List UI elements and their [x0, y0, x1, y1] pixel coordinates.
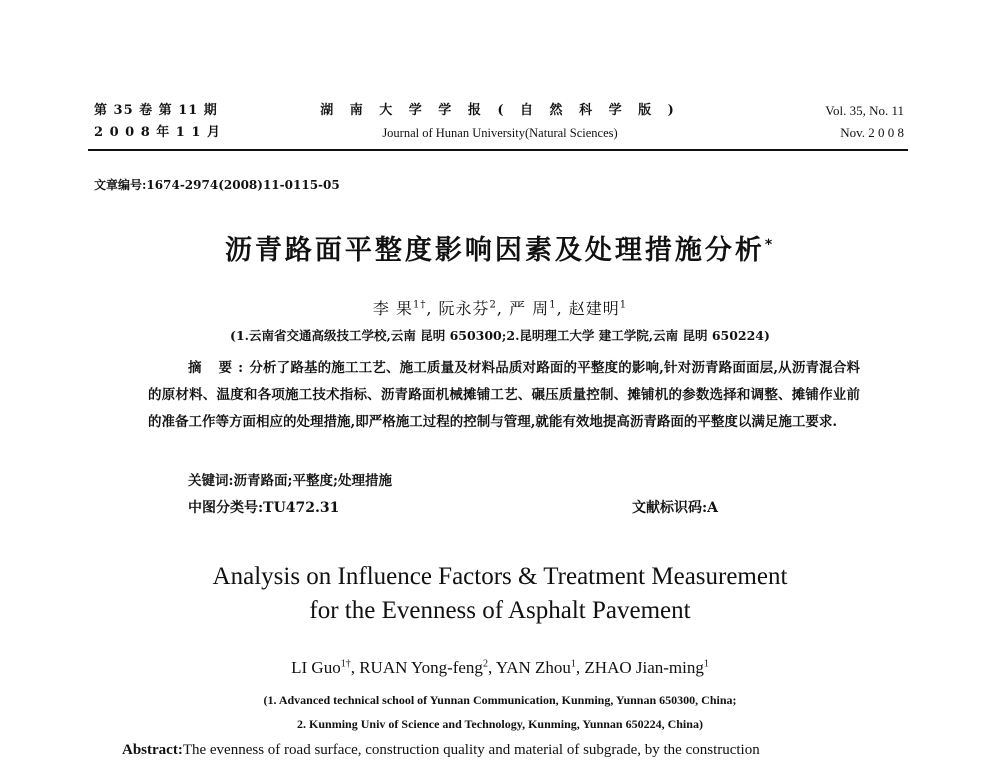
paper-title-en	[0, 560, 1000, 628]
author-en: LI Guo$^{1\dagger}$,	[291, 658, 355, 677]
abstract-en-label: Abstract:	[122, 742, 183, 758]
keywords-cn	[188, 469, 392, 489]
footnote-mark: *	[764, 237, 776, 253]
doc-code-value: A	[707, 500, 719, 516]
paper-title-cn-text: 沥青路面平整度影响因素及处理措施分析	[224, 235, 765, 266]
paper-title-en-line1: Analysis on Influence Factors & Treatment Measurement	[212, 563, 788, 590]
journal-name-en: Journal of Hunan University(Natural Sciences)	[382, 126, 618, 140]
affiliation-cn: (1.云南省交通高级技工学校,云南 昆明 650300;2.昆明理工大学 建工学院,云南 昆明 650224)	[230, 328, 770, 343]
paper-title-en-line2: for the Evenness of Asphalt Pavement	[309, 597, 691, 624]
author-en: ZHAO Jian-ming$^1$	[584, 658, 709, 677]
keywords-text: 沥青路面;平整度;处理措施	[233, 473, 392, 489]
journal-issue-en	[825, 100, 904, 144]
abstract-cn-label: 摘 要:	[188, 360, 250, 376]
paper-title-cn	[0, 228, 1000, 267]
clc-number	[188, 497, 339, 517]
date-en: Nov. 2 0 0 8	[840, 125, 904, 140]
author-cn: 赵建明$^1$	[568, 299, 628, 318]
affiliation-en-line2: 2. Kunming Univ of Science and Technology, Kunming, Yunnan 650224, China)	[297, 717, 703, 731]
document-code	[632, 497, 718, 517]
journal-issue-cn	[94, 100, 221, 144]
clc-label: 中图分类号:	[188, 500, 264, 516]
journal-name-cn: 湖 南 大 学 学 报 ( 自 然 科 学 版 )	[320, 103, 680, 118]
volume-issue-cn: 第 35 卷 第 11 期	[94, 103, 218, 118]
header-rule	[88, 149, 908, 151]
author-cn: 严 周$^1$,	[509, 299, 563, 318]
journal-name	[300, 100, 700, 144]
date-cn: 2 0 0 8 年 1 1 月	[94, 125, 221, 140]
author-en: YAN Zhou$^1$,	[495, 658, 581, 677]
abstract-cn	[148, 355, 860, 436]
abstract-cn-text: 分析了路基的施工工艺、施工质量及材料品质对路面的平整度的影响,针对沥青路面面层,从沥青混合料的原材料、温度和各项施工技术指标、沥青路面机械摊铺工艺、碾压质量控制、摊铺机的参数选择和调整、摊铺作业前的准备工作等方面相应的处理措施,即严格施工过程的控制与管理,就能有效地提高沥青路面的平整度以满足施工要求.	[148, 360, 860, 430]
affiliation-en-line1: (1. Advanced technical school of Yunnan Communication, Kunming, Yunnan 650300, China;	[263, 693, 737, 707]
authors-en	[0, 658, 1000, 678]
author-en: RUAN Yong-feng$^2$,	[359, 658, 493, 677]
volume-issue-en: Vol. 35, No. 11	[825, 103, 904, 118]
clc-value: TU472.31	[263, 500, 340, 516]
authors-cn	[0, 296, 1000, 319]
abstract-en	[122, 742, 922, 759]
doc-code-label: 文献标识码:	[632, 500, 708, 516]
author-cn: 阮永芬$^2$,	[438, 299, 503, 318]
author-cn: 李 果$^{1\dagger}$,	[372, 299, 433, 318]
abstract-en-text: The evenness of road surface, construction quality and material of subgrade, by the construction	[182, 742, 760, 758]
article-number: 文章编号:1674-2974(2008)11-0115-05	[94, 178, 340, 192]
affiliation-en	[0, 688, 1000, 736]
keywords-label: 关键词:	[188, 473, 234, 489]
